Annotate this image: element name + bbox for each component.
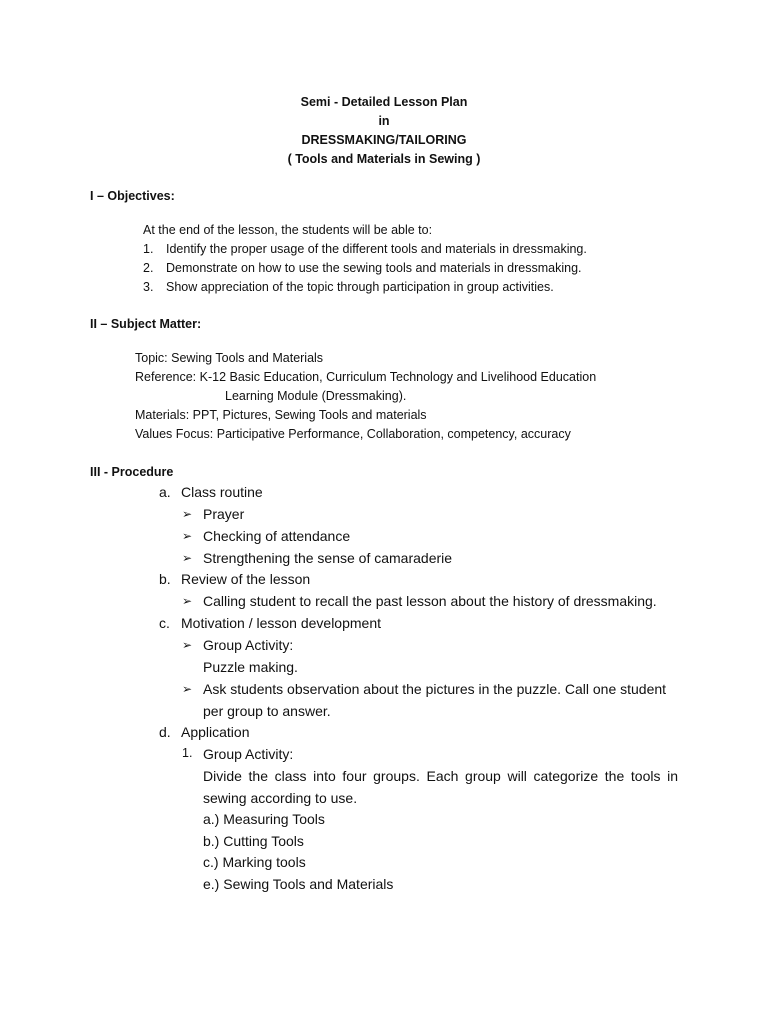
title-line-4: ( Tools and Materials in Sewing ) [287,152,481,166]
subject-topic: Topic: Sewing Tools and Materials [135,351,324,365]
procedure-label-b: b. [159,571,171,587]
title-line-3: DRESSMAKING/TAILORING [301,133,467,147]
objectives-intro: At the end of the lesson, the students will be able to: [143,223,433,237]
objective-item: Demonstrate on how to use the sewing tools and materials in dressmaking. [166,261,582,275]
bullet-item: Ask students observation about the pictures in the puzzle. Call one student [203,681,667,697]
category-item: b.) Cutting Tools [203,833,304,849]
numbered-item: Group Activity: [203,746,294,762]
subject-materials: Materials: PPT, Pictures, Sewing Tools and materials [135,408,427,422]
subject-reference-cont: Learning Module (Dressmaking). [225,389,407,403]
procedure-item-d: Application [181,724,250,740]
arrow-bullet-icon: ➢ [182,682,193,696]
procedure-item-a: Class routine [181,484,263,500]
arrow-bullet-icon: ➢ [182,638,193,652]
application-description-cont: sewing according to use. [203,790,358,806]
subject-values: Values Focus: Participative Performance, Collaboration, competency, accuracy [135,427,571,441]
procedure-label-c: c. [159,615,170,631]
bullet-item: Prayer [203,506,245,522]
application-description: Divide the class into four groups. Each group will categorize the tools in [203,768,678,784]
bullet-item: Strengthening the sense of camaraderie [203,550,453,566]
subject-matter-heading: II – Subject Matter: [90,317,202,331]
objective-item: Show appreciation of the topic through participation in group activities. [166,280,554,294]
bullet-item-cont: per group to answer. [203,703,331,719]
category-item: e.) Sewing Tools and Materials [203,876,394,892]
category-item: c.) Marking tools [203,854,306,870]
arrow-bullet-icon: ➢ [182,529,193,543]
objective-number: 1. [143,242,154,256]
bullet-item-cont: Puzzle making. [203,659,298,675]
procedure-item-b: Review of the lesson [181,571,311,587]
arrow-bullet-icon: ➢ [182,551,193,565]
procedure-heading: III - Procedure [90,465,174,479]
procedure-label-a: a. [159,484,171,500]
title-line-2: in [378,114,390,128]
objective-number: 3. [143,280,154,294]
numbered-label: 1. [182,746,193,760]
subject-reference: Reference: K-12 Basic Education, Curriculum Technology and Livelihood Education [135,370,597,384]
bullet-item: Checking of attendance [203,528,351,544]
bullet-item: Group Activity: [203,637,294,653]
procedure-label-d: d. [159,724,171,740]
objective-item: Identify the proper usage of the different tools and materials in dressmaking. [166,242,587,256]
procedure-item-c: Motivation / lesson development [181,615,381,631]
title-line-1: Semi - Detailed Lesson Plan [300,95,468,109]
bullet-item: Calling student to recall the past lesson about the history of dressmaking. [203,593,657,609]
arrow-bullet-icon: ➢ [182,594,193,608]
objective-number: 2. [143,261,154,275]
category-item: a.) Measuring Tools [203,811,325,827]
arrow-bullet-icon: ➢ [182,507,193,521]
objectives-heading: I – Objectives: [90,189,175,203]
